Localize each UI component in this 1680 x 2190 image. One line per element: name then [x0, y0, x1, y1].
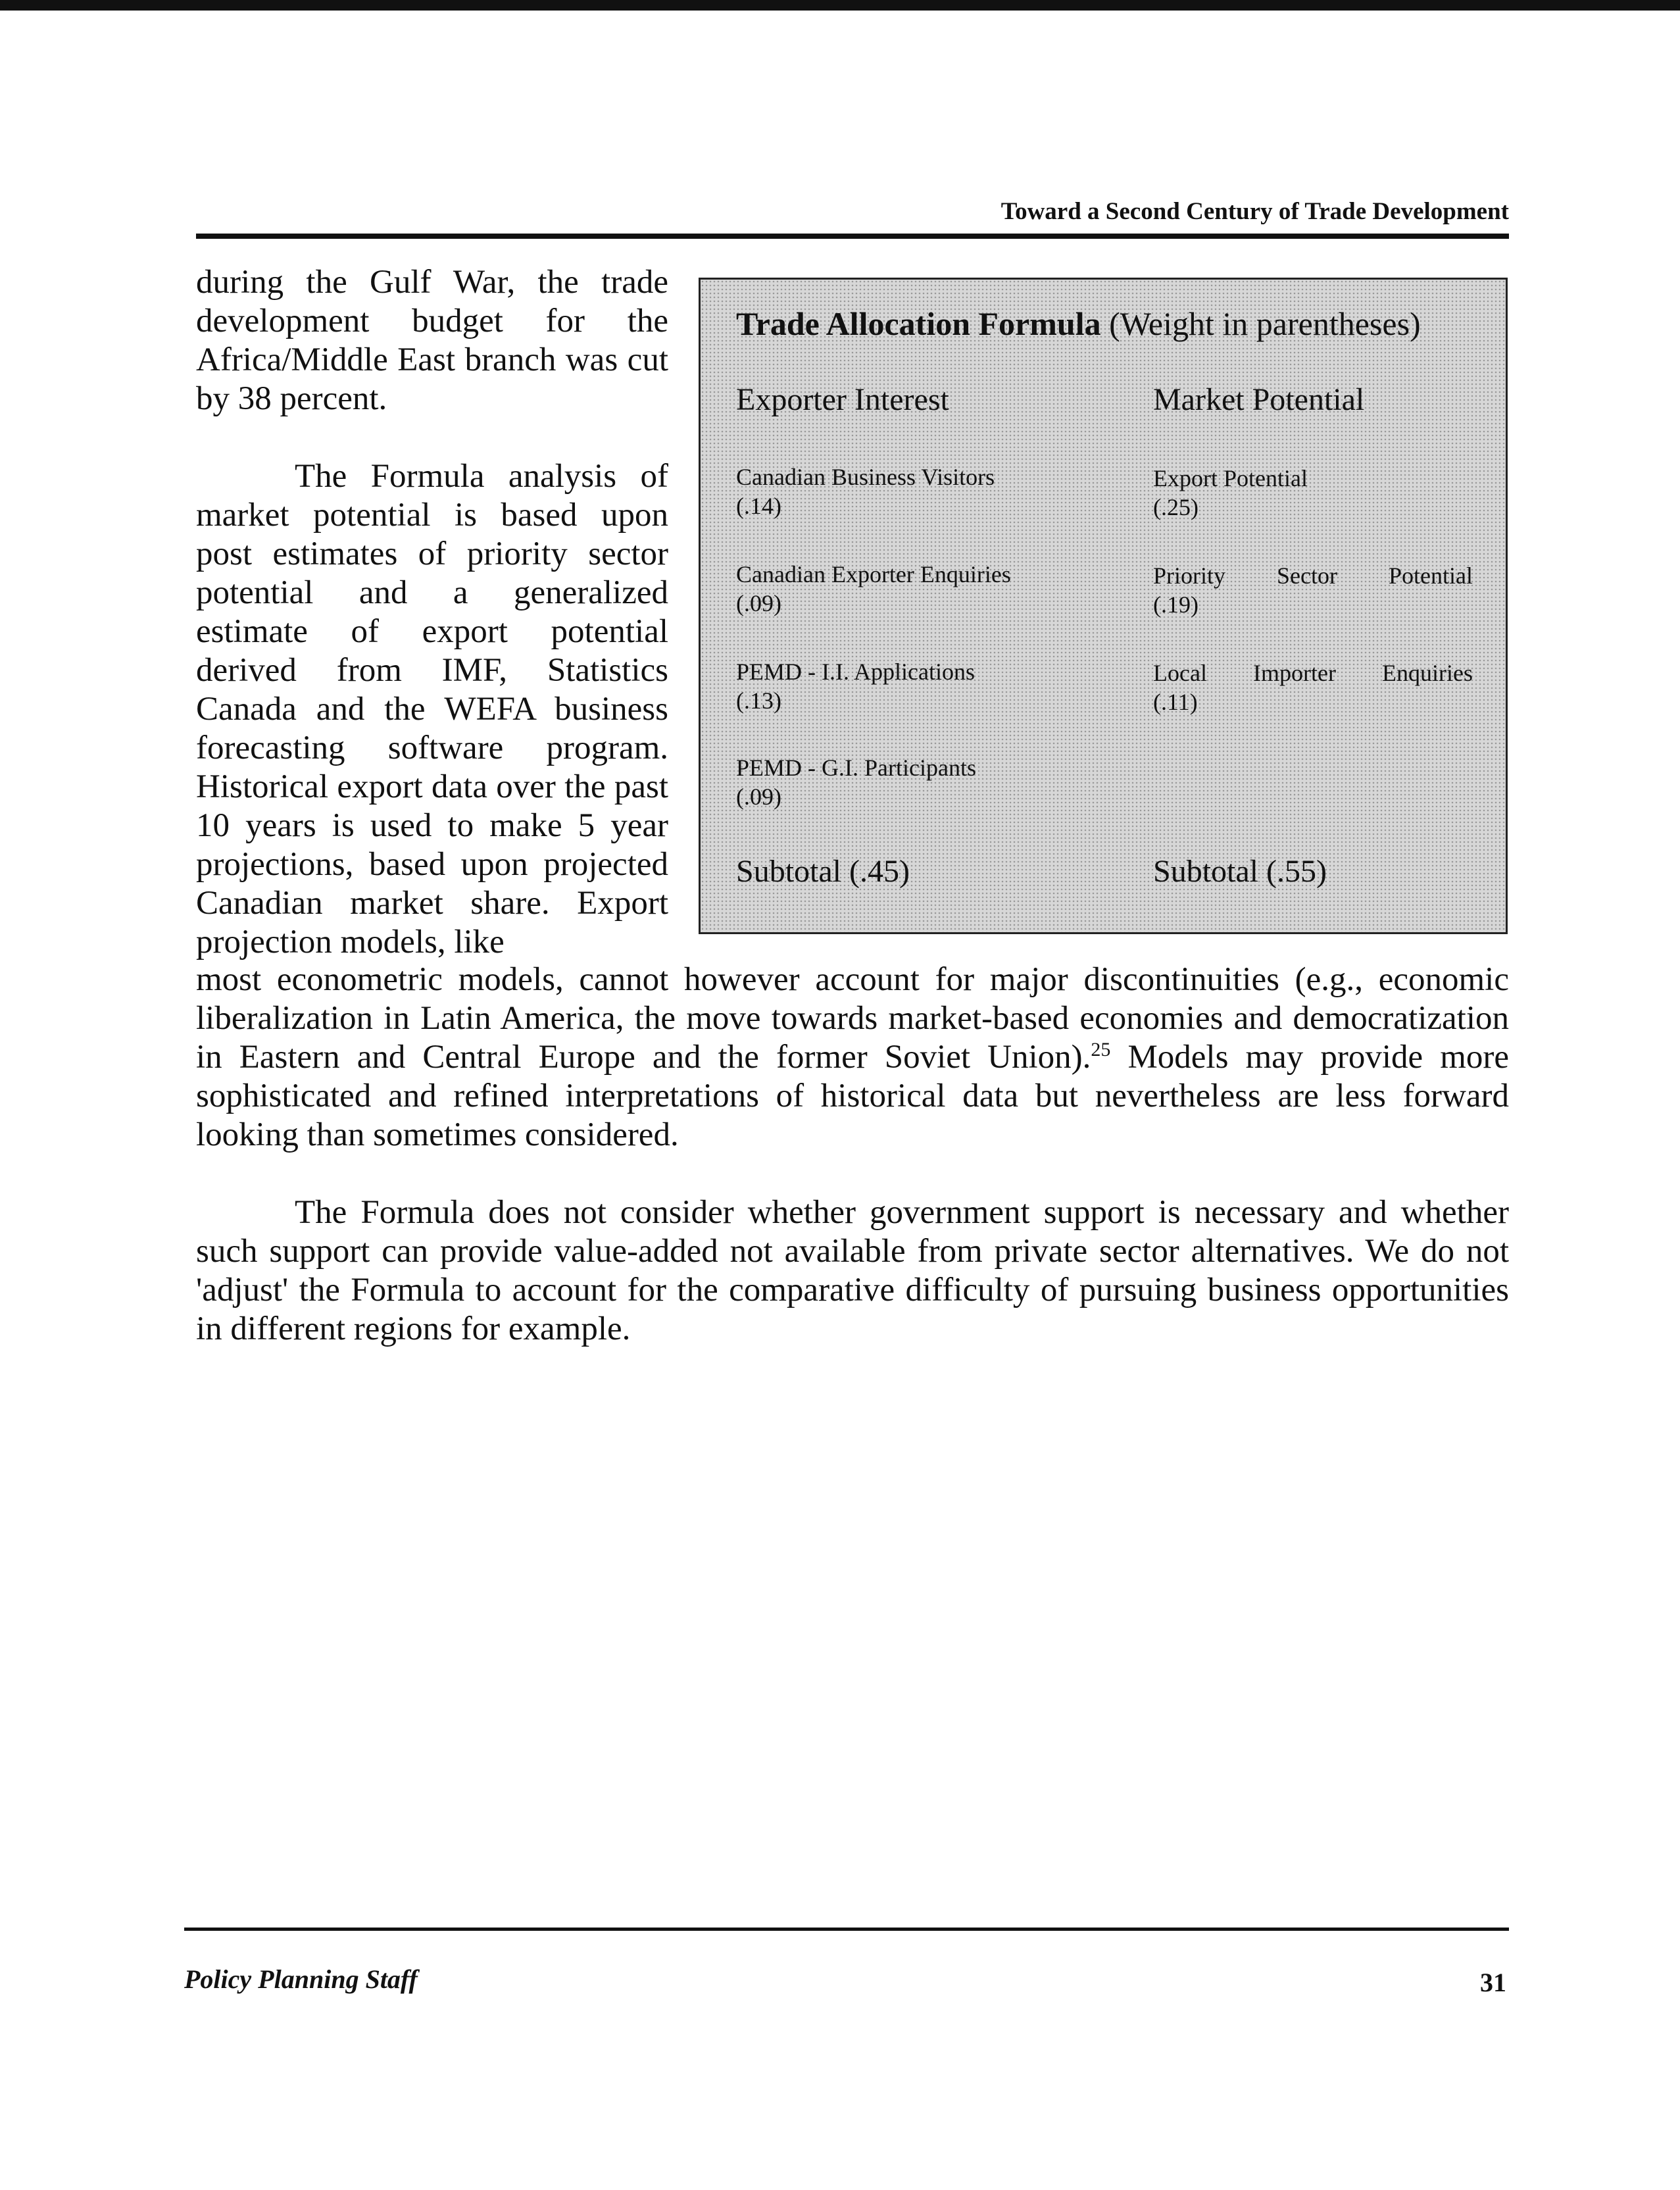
box-title — [736, 305, 1421, 343]
page-number: 31 — [1480, 1968, 1506, 1997]
column-heading-market-potential: Market Potential — [1153, 382, 1365, 417]
footer-organization: Policy Planning Staff — [184, 1964, 418, 1994]
item-label: PEMD - I.I. Applications — [736, 659, 975, 685]
item-label: Canadian Business Visitors — [736, 464, 995, 490]
header-rule — [196, 234, 1509, 239]
paragraph-gulf-war: during the Gulf War, the trade development budget for the Africa/Middle East branch was cut by 38 percent. — [196, 264, 668, 417]
full-width-text — [196, 960, 1509, 1349]
item-weight: (.19) — [1153, 591, 1198, 618]
item-weight: (.13) — [736, 687, 781, 714]
box-title-bold: Trade Allocation Formula — [736, 305, 1101, 342]
item-label: Canadian Exporter Enquiries — [736, 561, 1011, 587]
formula-item — [736, 657, 975, 715]
formula-item — [736, 560, 1011, 618]
footnote-marker: 25 — [1091, 1039, 1111, 1060]
item-weight: (.11) — [1153, 689, 1198, 715]
item-label: Export Potential — [1153, 465, 1308, 491]
formula-item — [1153, 561, 1473, 619]
left-column — [196, 263, 668, 962]
item-label: Priority Sector Potential — [1153, 562, 1473, 589]
formula-item — [1153, 464, 1308, 522]
item-label: PEMD - G.I. Participants — [736, 755, 976, 781]
item-weight: (.09) — [736, 784, 781, 810]
subtotal-exporter-interest: Subtotal (.45) — [736, 854, 910, 889]
paragraph-text: Models may provide more sophisticated and refined interpretations of historical data but nevertheless are less forward looking than sometimes considered. — [196, 1039, 1509, 1153]
item-weight: (.25) — [1153, 494, 1198, 520]
formula-item — [736, 753, 976, 811]
item-label: Local Importer Enquiries — [1153, 660, 1473, 686]
formula-item — [1153, 659, 1473, 716]
trade-allocation-formula-box — [699, 278, 1508, 934]
paragraph-government-support: The Formula does not consider whether government support is necessary and whether such support can provide value-added not available from private sector alternatives. We do not 'adjust' the Formula to account for the comparative difficulty of pursuing business opportunities in different regions for example. — [196, 1194, 1509, 1347]
paragraph-econometric-models — [196, 960, 1509, 1155]
box-title-rest: (Weight in parentheses) — [1109, 305, 1421, 342]
footer-rule — [184, 1928, 1509, 1931]
formula-item — [736, 462, 995, 520]
paragraph-formula-analysis: The Formula analysis of market potential is based upon post estimates of priority sector potential and a generalized estimate of export potential derived from IMF, Statistics Canada and the WEFA business forecasting software program. Historical export data over the past 10 years is used to make 5 year projections, based upon projected Canadian market share. Export projection models, like — [196, 458, 668, 960]
running-header: Toward a Second Century of Trade Development — [1001, 198, 1509, 225]
column-heading-exporter-interest: Exporter Interest — [736, 382, 949, 417]
item-weight: (.09) — [736, 590, 781, 616]
scan-top-edge — [0, 0, 1680, 11]
paragraph-text: most econometric models, cannot however account for major discontinuities (e.g., economic liberalization in Latin America, the move towards market-based economies and democratization in Eastern and Central Europe and the former Soviet Union). — [196, 961, 1509, 1076]
item-weight: (.14) — [736, 493, 781, 519]
subtotal-market-potential: Subtotal (.55) — [1153, 854, 1327, 889]
